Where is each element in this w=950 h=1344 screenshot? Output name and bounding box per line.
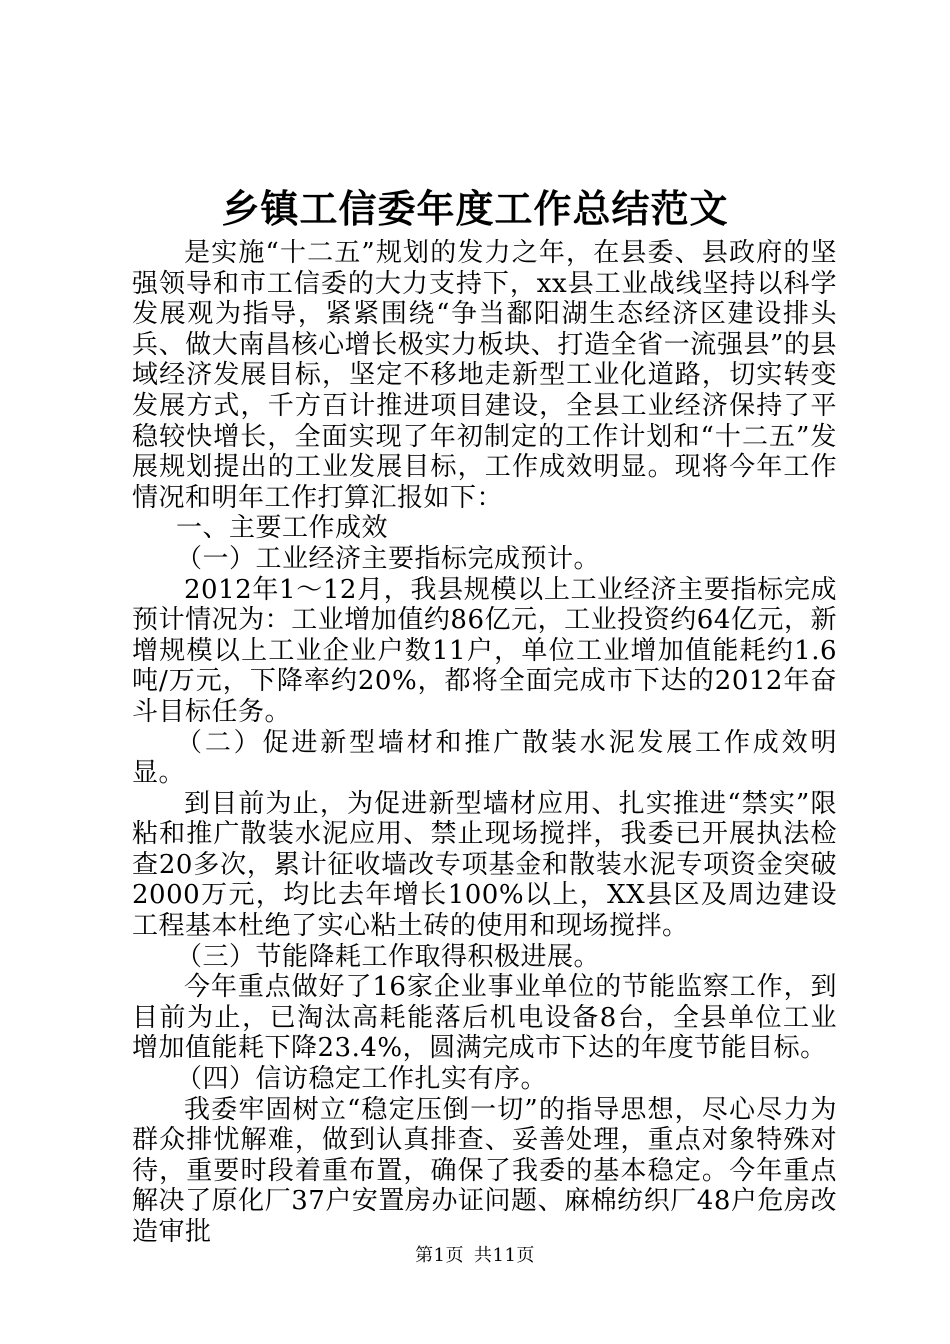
paragraph-wall-materials: 到目前为止，为促进新型墙材应用、扎实推进“禁实”限粘和推广散装水泥应用、禁止现场搅拌，我委已开展执法检查20多次，累计征收墙改专项基金和散装水泥专项资金突破2000万元，均比去年增长100%以上，XX县区及周边建设工程基本杜绝了实心粘土砖的使用和现场搅拌。 xyxy=(132,788,837,942)
document-body xyxy=(132,238,837,1248)
subsection-heading-3: （三）节能降耗工作取得积极进展。 xyxy=(176,941,601,972)
subsection-heading-4: （四）信访稳定工作扎实有序。 xyxy=(176,1064,548,1095)
paragraph-indicators: 2012年1～12月，我县规模以上工业经济主要指标完成预计情况为：工业增加值约86亿元，工业投资约64亿元，新增规模以上工业企业户数11户，单位工业增加值能耗约1.6吨/万元，下降率约20%，都将全面完成市下达的2012年奋斗目标任务。 xyxy=(132,574,837,727)
paragraph-energy-saving: 今年重点做好了16家企业事业单位的节能监察工作，到目前为止，已淘汰高耗能落后机电设备8台，全县单位工业增加值能耗下降23.4%，圆满完成市下达的年度节能目标。 xyxy=(132,972,837,1064)
page-number: 第1页 xyxy=(415,1245,465,1266)
page-footer xyxy=(0,1243,950,1269)
subsection-heading-1: （一）工业经济主要指标完成预计。 xyxy=(176,543,601,574)
section-heading-main-achievements: 一、主要工作成效 xyxy=(176,513,389,544)
paragraph-petition-stability: 我委牢固树立“稳定压倒一切”的指导思想，尽心尽力为群众排忧解难，做到认真排查、妥善处理，重点对象特殊对待，重要时段着重布置，确保了我委的基本稳定。今年重点解决了原化厂37户安置房办证问题、麻棉纺织厂48户危房改造审批 xyxy=(132,1094,837,1247)
subsection-heading-2: （二）促进新型墙材和推广散装水泥发展工作成效明显。 xyxy=(132,727,837,789)
page-total: 共11页 xyxy=(474,1245,535,1266)
document-title: 乡镇工信委年度工作总结范文 xyxy=(221,186,729,231)
intro-paragraph: 是实施“十二五”规划的发力之年，在县委、县政府的坚强领导和市工信委的大力支持下，xx县工业战线坚持以科学发展观为指导，紧紧围绕“争当鄱阳湖生态经济区建设排头兵、做大南昌核心增长极实力板块、打造全省一流强县”的县域经济发展目标，坚定不移地走新型工业化道路，切实转变发展方式，千方百计推进项目建设，全县工业经济保持了平稳较快增长，全面实现了年初制定的工作计划和“十二五”发展规划提出的工业发展目标，工作成效明显。现将今年工作情况和明年工作打算汇报如下： xyxy=(132,238,837,513)
